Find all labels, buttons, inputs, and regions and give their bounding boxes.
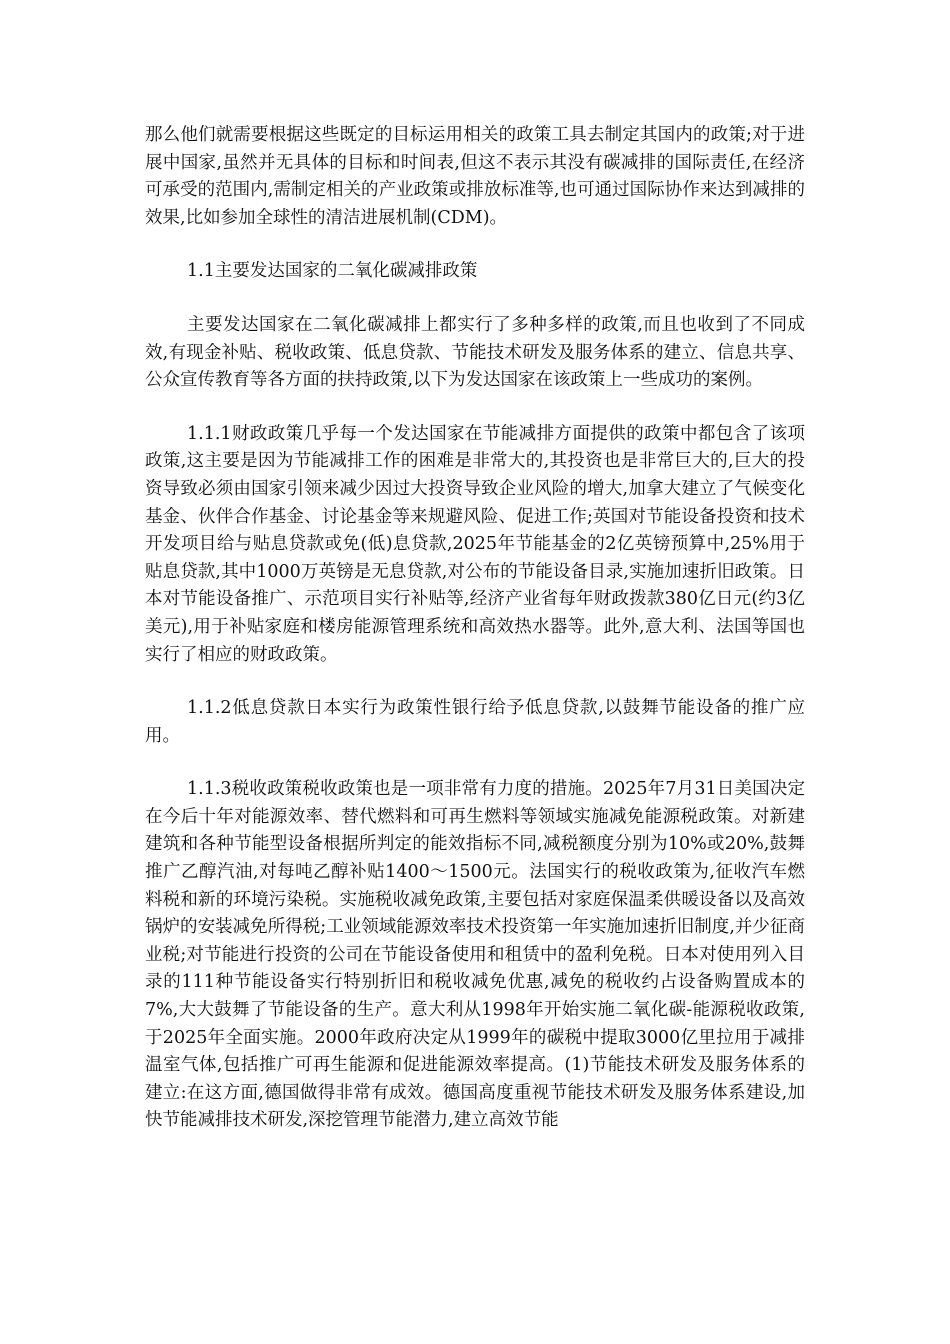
- paragraph-overview: 主要发达国家在二氧化碳减排上都实行了多种多样的政策,而且也收到了不同成效,有现金补贴、税收政策、低息贷款、节能技术研发及服务体系的建立、信息共享、公众宣传教育等各方面的扶持政策,以下为发达国家在该政策上一些成功的案例。: [145, 314, 805, 391]
- paragraph-low-interest-loans: 1.1.2低息贷款日本实行为政策性银行给予低息贷款,以鼓舞节能设备的推广应用。: [145, 698, 805, 746]
- paragraph-tax-policy: 1.1.3税收政策税收政策也是一项非常有力度的措施。2025年7月31日美国决定在今后十年对能源效率、替代燃料和可再生燃料等领域实施减免能源税政策。对新建建筑和各种节能型设备根据所判定的能效指标不同,减税额度分别为10%或20%,鼓舞推广乙醇汽油,对每吨乙醇补贴1400～1500元。法国实行的税收政策为,征收汽车燃料税和新的环境污染税。实施税收减免政策,主要包括对家庭保温柔供暖设备以及高效锅炉的安装减免所得税;工业领域能源效率技术投资第一年实施加速折旧制度,并少征商业税;对节能进行投资的公司在节能设备使用和租赁中的盈利免税。日本对使用列入目录的111种节能设备实行特别折旧和税收减免优惠,减免的税收约占设备购置成本的7%,大大鼓舞了节能设备的生产。意大利从1998年开始实施二氧化碳-能源税收政策,于2025年全面实施。2000年政府决定从1999年的碳税中提取3000亿里拉用于减排温室气体,包括推广可再生能源和促进能源效率提高。(1)节能技术研发及服务体系的建立:在这方面,德国做得非常有成效。德国高度重视节能技术研发及服务体系建设,加快节能减排技术研发,深挖管理节能潜力,建立高效节能: [145, 779, 805, 1131]
- paragraph-intro-continuation: 那么他们就需要根据这些既定的目标运用相关的政策工具去制定其国内的政策;对于进展中国家,虽然并无具体的目标和时间表,但这不表示其没有碳减排的国际责任,在经济可承受的范围内,需制定相关的产业政策或排放标准等,也可通过国际协作来达到减排的效果,比如参加全球性的清洁进展机制(CDM)。: [145, 125, 805, 228]
- section-heading-1-1: 1.1主要发达国家的二氧化碳减排政策: [187, 261, 478, 282]
- document-body: [145, 122, 805, 1161]
- paragraph-fiscal-policy: 1.1.1财政政策几乎每一个发达国家在节能减排方面提供的政策中都包含了该项政策,这主要是因为节能减排工作的困难是非常大的,其投资也是非常巨大的,巨大的投资导致必须由国家引领来减少因过大投资导致企业风险的增大,加拿大建立了气候变化基金、伙伴合作基金、讨论基金等来规避风险、促进工作;英国对节能设备投资和技术开发项目给与贴息贷款或免(低)息贷款,2025年节能基金的2亿英镑预算中,25%用于贴息贷款,其中1000万英镑是无息贷款,对公布的节能设备目录,实施加速折旧政策。日本对节能设备推广、示范项目实行补贴等,经济产业省每年财政拨款380亿日元(约3亿美元),用于补贴家庭和楼房能源管理系统和高效热水器等。此外,意大利、法国等国也实行了相应的财政政策。: [145, 423, 805, 665]
